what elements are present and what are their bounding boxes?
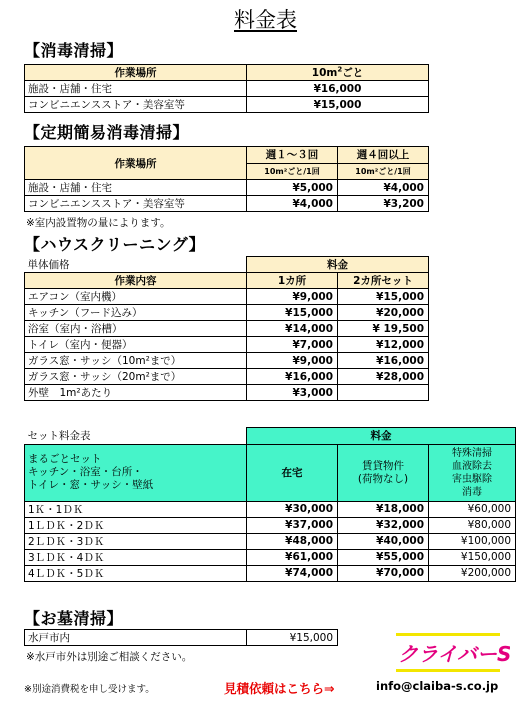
company-logo <box>392 631 510 677</box>
table-row: ガラス窓・サッシ（20m²まで） ¥16,000 ¥28,000 <box>25 369 429 385</box>
table-row: 2ＬＤＫ・3ＤＫ ¥48,000 ¥40,000 ¥100,000 <box>25 533 516 549</box>
set-price-label: セット料金表 <box>25 428 247 445</box>
table-row: キッチン（フード込み） ¥15,000 ¥20,000 <box>25 305 429 321</box>
table-row: 施設・店舗・住宅 ¥5,000 ¥4,000 <box>25 180 429 196</box>
grave-note: ※水戸市外は別途ご相談ください。 <box>26 651 193 663</box>
set-description: まるごとセット キッチン・浴室・台所・ トイレ・窓・サッシ・壁紙 <box>25 444 247 501</box>
col-header-one: 1カ所 <box>247 273 338 289</box>
col-header-freq-b: 週４回以上 <box>338 147 429 164</box>
table-row: コンビニエンスストア・美容室等 ¥4,000 ¥3,200 <box>25 196 429 212</box>
col-header-place: 作業場所 <box>25 147 247 180</box>
table-row: 3ＬＤＫ・4ＤＫ ¥61,000 ¥55,000 ¥150,000 <box>25 549 516 565</box>
section-heading-regular: 【定期簡易消毒清掃】 <box>24 123 190 142</box>
table-row: ガラス窓・サッシ（10m²まで） ¥9,000 ¥16,000 <box>25 353 429 369</box>
section-heading-grave: 【お墓清掃】 <box>24 609 124 628</box>
table-row: 1Ｋ・1ＤＫ ¥30,000 ¥18,000 ¥60,000 <box>25 501 516 517</box>
col-header-fee: 料金 <box>247 257 429 273</box>
page-title: 料金表 <box>234 8 297 32</box>
disinfection-table <box>24 64 429 113</box>
col-header-rental: 賃貸物件 (荷物なし) <box>338 444 429 501</box>
section-heading-housecleaning: 【ハウスクリーニング】 <box>24 235 206 254</box>
col-header-freq-a: 週１～３回 <box>247 147 338 164</box>
svg-text:クライバーS: クライバーS <box>398 642 510 666</box>
table-row: 水戸市内 ¥15,000 <box>25 630 338 646</box>
housecleaning-table <box>24 256 429 401</box>
table-row: エアコン（室内機） ¥9,000 ¥15,000 <box>25 289 429 305</box>
table-row: 4ＬＤＫ・5ＤＫ ¥74,000 ¥70,000 ¥200,000 <box>25 565 516 581</box>
section-heading-disinfection: 【消毒清掃】 <box>24 41 124 60</box>
col-header-home: 在宅 <box>247 444 338 501</box>
table-row: トイレ（室内・便器） ¥7,000 ¥12,000 <box>25 337 429 353</box>
col-header-fee: 料金 <box>247 428 516 445</box>
table-row: 施設・店舗・住宅 ¥16,000 <box>25 81 429 97</box>
table-row: 浴室（室内・浴槽） ¥14,000 ¥ 19,500 <box>25 321 429 337</box>
col-header-price: $10m^2$ごと <box>247 65 429 81</box>
set-price-table <box>24 427 516 582</box>
col-header-task: 作業内容 <box>25 273 247 289</box>
table-row: 1ＬＤＫ・2ＤＫ ¥37,000 ¥32,000 ¥80,000 <box>25 517 516 533</box>
regular-note: ※室内設置物の量によります。 <box>26 217 171 229</box>
contact-email-link[interactable]: info@claiba-s.co.jp <box>376 679 499 693</box>
col-header-place: 作業場所 <box>25 65 247 81</box>
grave-table <box>24 629 338 646</box>
table-row: 外壁 1m²あたり ¥3,000 <box>25 385 429 401</box>
col-header-special: 特殊清掃 血液除去 害虫駆除 消毒 <box>429 444 516 501</box>
table-row: コンビニエンスストア・美容室等 ¥15,000 <box>25 97 429 113</box>
quote-request-link[interactable]: 見積依頼はこちら⇒ <box>224 681 335 696</box>
tax-note: ※別途消費税を申し受けます。 <box>24 684 155 695</box>
col-header-two: 2カ所セット <box>338 273 429 289</box>
regular-table: 作業場所 週１～３回 週４回以上 10m²ごと/1回 10m²ごと/1回 施設・店舗・住宅 ¥5,000 ¥4,000 コンビニエンスストア・美容室等 ¥4,000 ¥3,200 <box>24 146 429 212</box>
unit-price-label: 単体価格 <box>25 257 247 273</box>
